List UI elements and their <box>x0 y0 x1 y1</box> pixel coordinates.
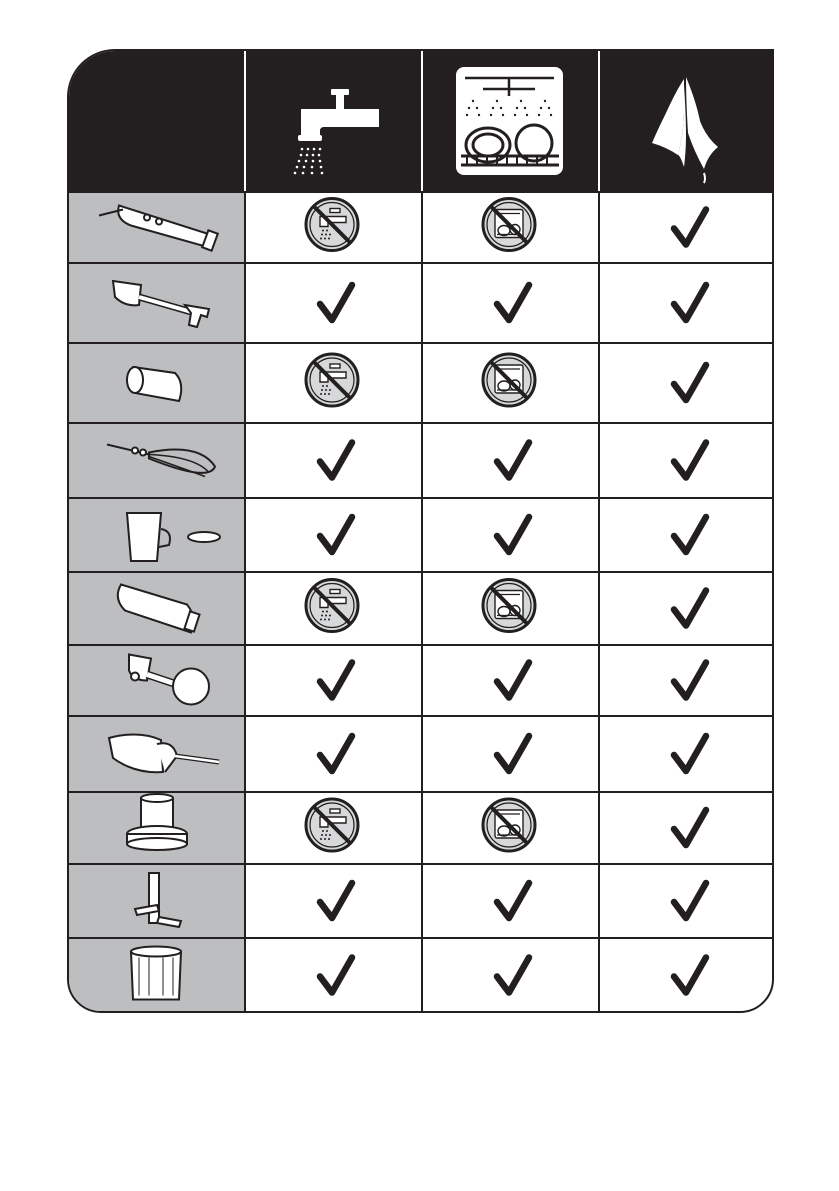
no-tap-water-icon <box>246 792 421 864</box>
scoop-attachment-icon <box>69 716 244 792</box>
blender-shaft-icon <box>69 263 244 343</box>
checkmark-icon <box>423 938 598 1013</box>
motor-unit-icon <box>69 192 244 263</box>
column-divider <box>421 192 423 1013</box>
chopper-lid-icon <box>69 792 244 864</box>
checkmark-icon <box>600 343 774 423</box>
chopper-blade-icon <box>69 864 244 938</box>
checkmark-icon <box>600 192 774 263</box>
no-dishwasher-icon <box>423 572 598 645</box>
checkmark-icon <box>600 572 774 645</box>
no-dishwasher-icon <box>423 192 598 263</box>
checkmark-icon <box>246 423 421 498</box>
checkmark-icon <box>246 263 421 343</box>
checkmark-icon <box>246 498 421 572</box>
no-dishwasher-icon <box>423 343 598 423</box>
checkmark-icon <box>423 645 598 716</box>
checkmark-icon <box>423 263 598 343</box>
column-divider <box>244 192 246 1013</box>
chopper-bowl-icon <box>69 938 244 1013</box>
checkmark-icon <box>600 864 774 938</box>
checkmark-icon <box>423 716 598 792</box>
whisk-icon <box>69 423 244 498</box>
dishwasher-icon <box>423 51 598 192</box>
tap-water-icon <box>246 51 421 192</box>
beaker-with-lid-icon <box>69 498 244 572</box>
checkmark-icon <box>423 423 598 498</box>
checkmark-icon <box>600 716 774 792</box>
checkmark-icon <box>600 498 774 572</box>
header-empty-cell <box>69 51 244 192</box>
checkmark-icon <box>600 792 774 864</box>
checkmark-icon <box>246 645 421 716</box>
checkmark-icon <box>423 864 598 938</box>
checkmark-icon <box>600 645 774 716</box>
column-divider <box>598 192 600 1013</box>
checkmark-icon <box>600 423 774 498</box>
checkmark-icon <box>246 938 421 1013</box>
no-tap-water-icon <box>246 343 421 423</box>
checkmark-icon <box>600 263 774 343</box>
cleaning-table <box>67 49 774 1013</box>
masher-icon <box>69 645 244 716</box>
no-tap-water-icon <box>246 572 421 645</box>
no-tap-water-icon <box>246 192 421 263</box>
checkmark-icon <box>246 716 421 792</box>
table-header <box>69 51 774 192</box>
checkmark-icon <box>423 498 598 572</box>
checkmark-icon <box>600 938 774 1013</box>
cloth-wipe-icon <box>600 51 774 192</box>
checkmark-icon <box>246 864 421 938</box>
no-dishwasher-icon <box>423 792 598 864</box>
gearbox-icon <box>69 572 244 645</box>
whisk-gearbox-icon <box>69 343 244 423</box>
